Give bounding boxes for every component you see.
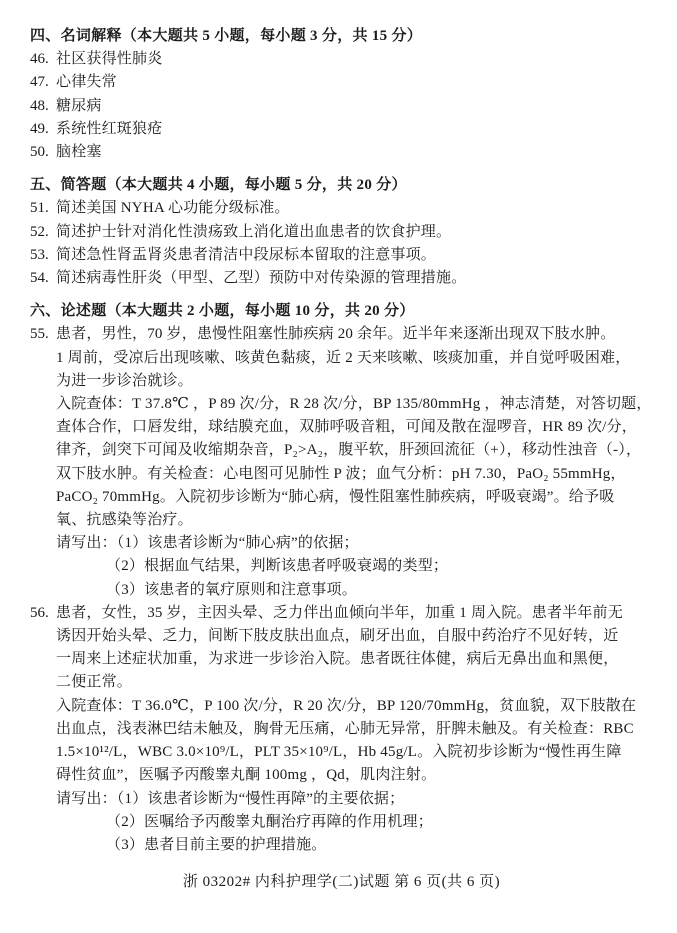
question-text-line: 患者，男性，70 岁，患慢性阻塞性肺疾病 20 余年。近半年来逐渐出现双下肢水肿。 [56, 326, 616, 343]
question-56 [30, 602, 653, 857]
question-number: 47. [30, 74, 49, 91]
question-text-line: 请写出：（1）该患者诊断为“慢性再障”的主要依据； [56, 790, 405, 807]
question-54 [30, 267, 653, 290]
question-text-line: 系统性红斑狼疮 [56, 120, 163, 137]
question-text-line: （3）该患者的氧疗原则和注意事项。 [106, 581, 357, 598]
question-52 [30, 221, 653, 244]
question-number: 46. [30, 51, 49, 68]
question-text-line: 为进一步诊治就诊。 [56, 372, 193, 389]
question-46 [30, 48, 653, 71]
question-53 [30, 244, 653, 267]
question-text-line: 脑栓塞 [56, 144, 102, 161]
question-text-line: 1.5×10¹²/L，WBC 3.0×10⁹/L，PLT 35×10⁹/L，Hb 45g/L。入院初步诊断为“慢性再生障 [56, 744, 622, 761]
question-47 [30, 71, 653, 94]
question-text-line: 二便正常。 [56, 674, 133, 691]
question-51 [30, 197, 653, 220]
section-short-answer [30, 174, 653, 290]
section-heading: 五、简答题（本大题共 4 小题，每小题 5 分，共 20 分） [30, 177, 407, 194]
question-text-line: 诱因开始头晕、乏力，间断下肢皮肤出血点，刷牙出血，自服中药治疗不见好转，近 [56, 628, 619, 645]
question-number: 55. [30, 326, 49, 343]
question-text-line: PaCO₂ 70mmHg。入院初步诊断为“肺心病，慢性阻塞性肺疾病，呼吸衰竭”。给予吸 [56, 488, 615, 505]
question-text-line: （2）医嘱给予丙酸睾丸酮治疗再障的作用机理； [106, 813, 433, 830]
question-text-line: 简述护士针对消化性溃疡致上消化道出血患者的饮食护理。 [56, 223, 452, 240]
question-48 [30, 95, 653, 118]
section-glossary [30, 25, 653, 164]
question-text-line: 入院查体：T 36.0℃，P 100 次/分，R 20 次/分，BP 120/70mmHg，贫血貌，双下肢散在 [56, 697, 637, 714]
question-number: 49. [30, 120, 49, 137]
question-text-line: 1 周前，受凉后出现咳嗽、咳黄色黏痰，近 2 天来咳嗽、咳痰加重，并自觉呼吸困难， [56, 349, 631, 366]
question-text-line: 查体合作，口唇发绀，球结膜充血，双肺呼吸音粗，可闻及散在湿啰音，HR 89 次/分， [56, 419, 637, 436]
section-essay [30, 300, 653, 857]
question-number: 51. [30, 200, 49, 217]
section-heading: 六、论述题（本大题共 2 小题，每小题 10 分，共 20 分） [30, 303, 415, 320]
question-text-line: 患者，女性，35 岁，主因头晕、乏力伴出血倾向半年，加重 1 周入院。患者半年前无 [56, 604, 623, 621]
question-text-line: 心律失常 [56, 74, 117, 91]
question-text-line: 社区获得性肺炎 [56, 51, 163, 68]
question-text-line: 糖尿病 [56, 97, 102, 114]
question-number: 54. [30, 270, 49, 287]
question-number: 56. [30, 604, 49, 621]
question-text-line: 氧、抗感染等治疗。 [56, 512, 193, 529]
question-50 [30, 141, 653, 164]
question-text-line: 律齐，剑突下可闻及收缩期杂音，P₂>A₂，腹平软，肝颈回流征（+），移动性浊音（-）， [56, 442, 642, 459]
question-number: 50. [30, 144, 49, 161]
question-text-line: 一周来上述症状加重，为求进一步诊治入院。患者既往体健，病后无鼻出血和黑便， [56, 651, 619, 668]
question-number: 48. [30, 97, 49, 114]
question-49 [30, 118, 653, 141]
question-text-line: 出血点，浅表淋巴结未触及，胸骨无压痛，心肺无异常，肝脾未触及。有关检查：RBC [56, 720, 634, 737]
question-text-line: 简述美国 NYHA 心功能分级标准。 [56, 200, 290, 217]
question-text-line: （3）患者目前主要的护理措施。 [106, 836, 327, 853]
question-text-line: 简述病毒性肝炎（甲型、乙型）预防中对传染源的管理措施。 [56, 270, 467, 287]
question-55 [30, 323, 653, 601]
question-text-line: 双下肢水肿。有关检查：心电图可见肺性 P 波；血气分析：pH 7.30，PaO₂ 55mmHg， [56, 465, 626, 482]
question-text-line: 入院查体：T 37.8℃ ，P 89 次/分，R 28 次/分，BP 135/80mmHg ，神志清楚，对答切题， [56, 396, 652, 413]
question-number: 53. [30, 246, 49, 263]
question-number: 52. [30, 223, 49, 240]
question-text-line: 简述急性肾盂肾炎患者清洁中段尿标本留取的注意事项。 [56, 246, 437, 263]
question-text-line: 碍性贫血”，医嘱予丙酸睾丸酮 100mg ，Qd，肌肉注射。 [56, 767, 437, 784]
question-text-line: 请写出：（1）该患者诊断为“肺心病”的依据； [56, 535, 359, 552]
page-footer: 浙 03202# 内科护理学(二)试题 第 6 页(共 6 页) [182, 874, 501, 891]
exam-page [30, 25, 653, 894]
question-text-line: （2）根据血气结果，判断该患者呼吸衰竭的类型； [106, 558, 449, 575]
section-heading: 四、名词解释（本大题共 5 小题，每小题 3 分，共 15 分） [30, 28, 423, 44]
